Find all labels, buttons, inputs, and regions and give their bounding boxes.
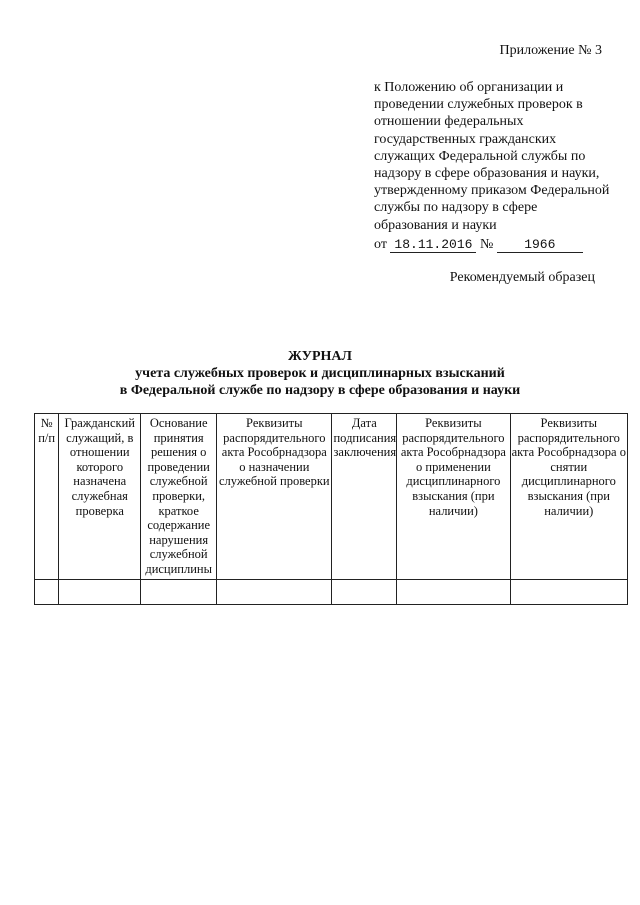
journal-subtitle-line-1: учета служебных проверок и дисциплинарных взысканий — [135, 366, 505, 381]
order-prefix: от — [374, 237, 387, 252]
column-header-penalty-order: Реквизиты распорядительного акта Рособрнадзора о применении дисциплинарного взыскания (при наличии) — [397, 414, 510, 580]
column-header-conclusion-date: Дата подписания заключения — [332, 414, 397, 580]
column-header-penalty-removal-order: Реквизиты распорядительного акта Рособрнадзора о снятии дисциплинарного взыскания (при наличии) — [510, 414, 627, 580]
journal-title: ЖУРНАЛ — [288, 349, 352, 364]
column-header-inspection-order: Реквизиты распорядительного акта Рособрнадзора о назначении служебной проверки — [217, 414, 332, 580]
journal-heading — [0, 348, 640, 399]
column-header-grounds: Основание принятия решения о проведении служебной проверки, краткое содержание нарушения служебной дисциплины — [141, 414, 217, 580]
order-number-label: № — [479, 237, 494, 252]
table-cell — [141, 580, 217, 605]
column-header-civil-servant: Гражданский служащий, в отношении которого назначена служебная проверка — [59, 414, 141, 580]
appendix-title: Приложение № 3 — [499, 43, 602, 58]
table-cell — [510, 580, 627, 605]
journal-table — [34, 413, 628, 605]
order-date: 18.11.2016 — [390, 237, 476, 253]
table-cell — [217, 580, 332, 605]
table-row — [35, 580, 628, 605]
table-cell — [59, 580, 141, 605]
journal-header-row — [35, 414, 628, 580]
order-number: 1966 — [497, 237, 583, 253]
table-cell — [397, 580, 510, 605]
appendix-text: к Положению об организации и проведении служебных проверок в отношении федеральных государственных гражданских служащих Федеральной службы по надзору в сфере образования и науки, утвержденному приказом Федеральной службы по надзору в сфере образования и науки — [374, 80, 610, 233]
table-cell — [332, 580, 397, 605]
sample-label: Рекомендуемый образец — [449, 270, 595, 285]
column-header-number: № п/п — [35, 414, 59, 580]
order-reference — [374, 236, 598, 253]
table-cell — [35, 580, 59, 605]
journal-subtitle-line-2: в Федеральной службе по надзору в сфере образования и науки — [119, 383, 521, 398]
